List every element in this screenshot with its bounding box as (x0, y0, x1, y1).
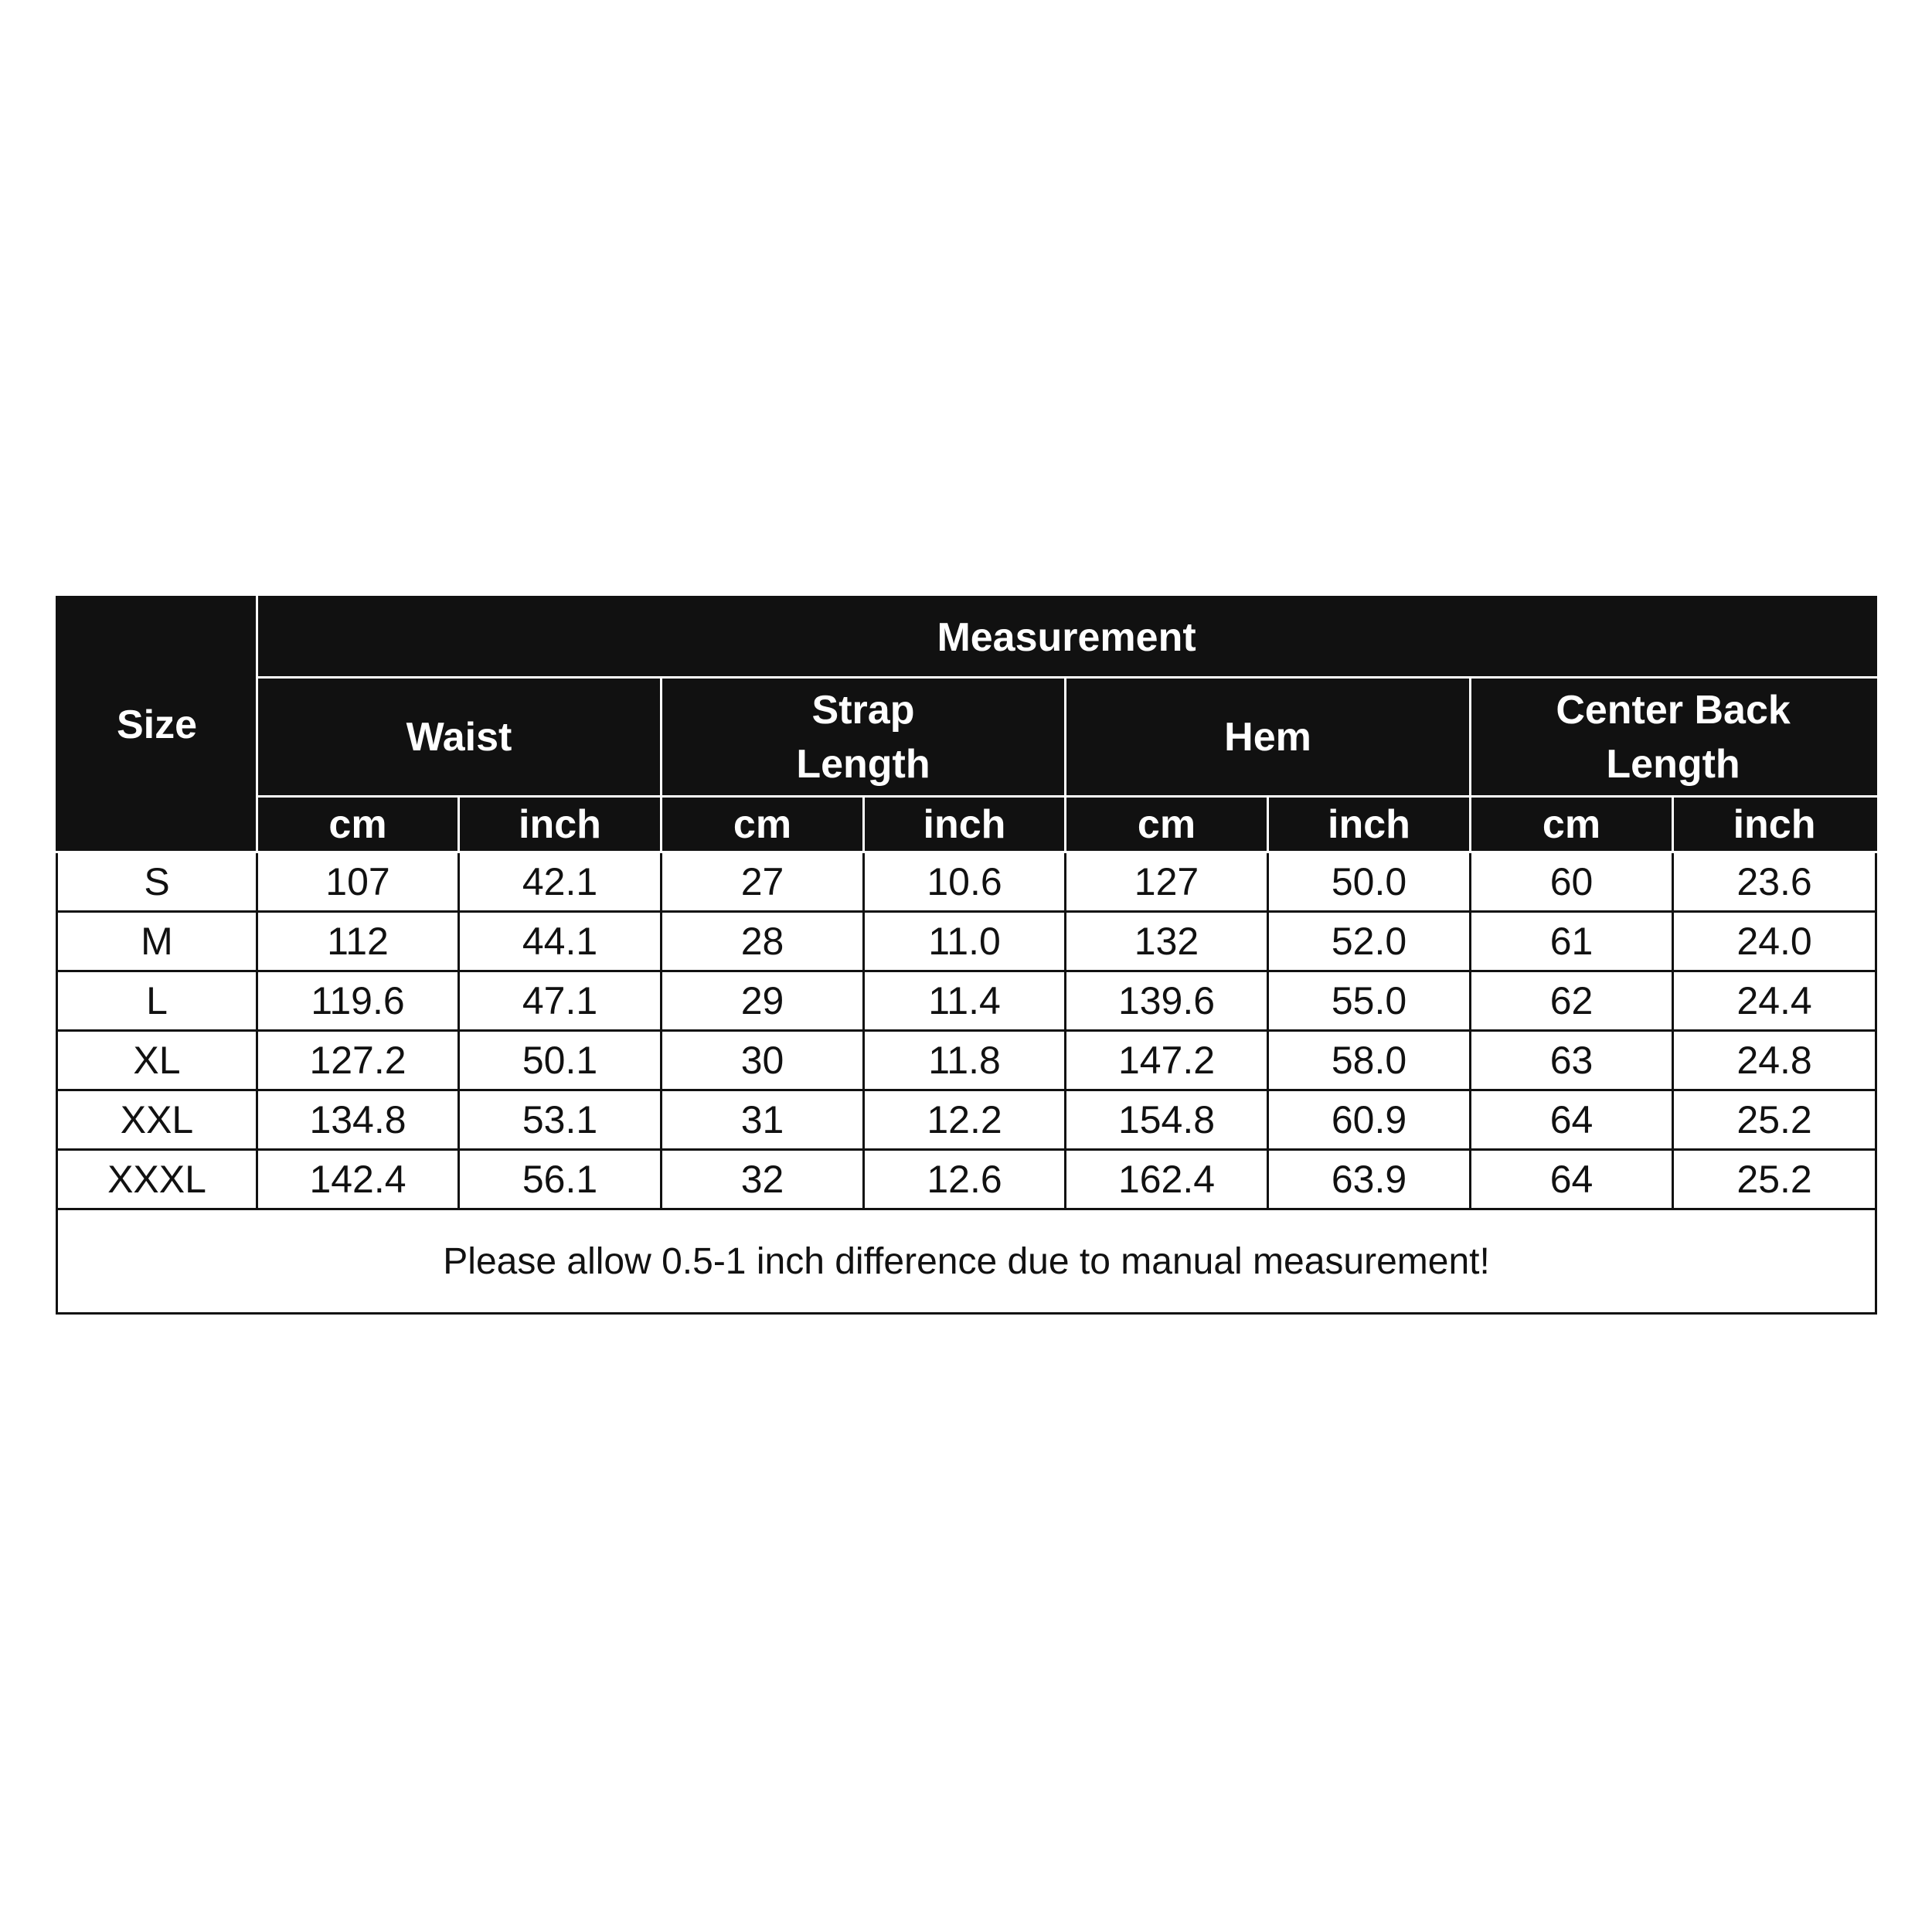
group-header-center-back-length (1471, 678, 1876, 797)
unit-header: cm (662, 797, 864, 852)
value-cell: 62 (1471, 971, 1673, 1031)
group-header-strap-length (662, 678, 1066, 797)
unit-header: cm (1066, 797, 1268, 852)
group-label-waist: Waist (406, 714, 512, 760)
value-cell: 107 (257, 852, 459, 912)
value-cell: 50.1 (459, 1031, 662, 1090)
value-cell: 61 (1471, 912, 1673, 971)
measurement-note: Please allow 0.5-1 inch difference due to manual measurement! (57, 1209, 1876, 1314)
value-cell: 134.8 (257, 1090, 459, 1150)
value-cell: 64 (1471, 1090, 1673, 1150)
value-cell: 53.1 (459, 1090, 662, 1150)
unit-header: cm (1471, 797, 1673, 852)
value-cell: 30 (662, 1031, 864, 1090)
value-cell: 25.2 (1673, 1090, 1876, 1150)
value-cell: 50.0 (1268, 852, 1471, 912)
value-cell: 12.6 (864, 1150, 1066, 1209)
value-cell: 24.0 (1673, 912, 1876, 971)
group-label-hem: Hem (1224, 714, 1311, 760)
table-row (57, 852, 1876, 912)
value-cell: 31 (662, 1090, 864, 1150)
size-cell: XXL (57, 1090, 257, 1150)
size-chart-table (56, 596, 1877, 1315)
value-cell: 10.6 (864, 852, 1066, 912)
value-cell: 64 (1471, 1150, 1673, 1209)
unit-header: cm (257, 797, 459, 852)
value-cell: 119.6 (257, 971, 459, 1031)
size-chart-body (57, 597, 1876, 1314)
value-cell: 112 (257, 912, 459, 971)
value-cell: 55.0 (1268, 971, 1471, 1031)
header-row-measurement (57, 597, 1876, 678)
value-cell: 25.2 (1673, 1150, 1876, 1209)
unit-header: inch (1268, 797, 1471, 852)
value-cell: 32 (662, 1150, 864, 1209)
value-cell: 60 (1471, 852, 1673, 912)
value-cell: 44.1 (459, 912, 662, 971)
value-cell: 23.6 (1673, 852, 1876, 912)
size-cell: XXXL (57, 1150, 257, 1209)
value-cell: 142.4 (257, 1150, 459, 1209)
value-cell: 132 (1066, 912, 1268, 971)
value-cell: 11.0 (864, 912, 1066, 971)
size-cell: M (57, 912, 257, 971)
table-row (57, 1031, 1876, 1090)
value-cell: 154.8 (1066, 1090, 1268, 1150)
measurement-header: Measurement (257, 597, 1876, 678)
value-cell: 28 (662, 912, 864, 971)
value-cell: 27 (662, 852, 864, 912)
note-row (57, 1209, 1876, 1314)
value-cell: 127.2 (257, 1031, 459, 1090)
value-cell: 11.4 (864, 971, 1066, 1031)
size-cell: S (57, 852, 257, 912)
value-cell: 52.0 (1268, 912, 1471, 971)
unit-header: inch (864, 797, 1066, 852)
value-cell: 139.6 (1066, 971, 1268, 1031)
table-row (57, 1090, 1876, 1150)
value-cell: 47.1 (459, 971, 662, 1031)
table-row (57, 912, 1876, 971)
unit-header: inch (459, 797, 662, 852)
group-label-strap-length: Strap Length (796, 687, 930, 787)
value-cell: 24.8 (1673, 1031, 1876, 1090)
value-cell: 127 (1066, 852, 1268, 912)
value-cell: 63 (1471, 1031, 1673, 1090)
header-row-groups (57, 678, 1876, 797)
value-cell: 11.8 (864, 1031, 1066, 1090)
value-cell: 56.1 (459, 1150, 662, 1209)
value-cell: 147.2 (1066, 1031, 1268, 1090)
group-header-waist (257, 678, 662, 797)
unit-header: inch (1673, 797, 1876, 852)
table-row (57, 971, 1876, 1031)
value-cell: 58.0 (1268, 1031, 1471, 1090)
table-row (57, 1150, 1876, 1209)
group-header-hem (1066, 678, 1471, 797)
header-row-units (57, 797, 1876, 852)
size-cell: L (57, 971, 257, 1031)
value-cell: 42.1 (459, 852, 662, 912)
group-label-center-back-length: Center Back Length (1556, 687, 1791, 787)
value-cell: 60.9 (1268, 1090, 1471, 1150)
value-cell: 162.4 (1066, 1150, 1268, 1209)
size-header: Size (57, 597, 257, 852)
value-cell: 12.2 (864, 1090, 1066, 1150)
value-cell: 24.4 (1673, 971, 1876, 1031)
value-cell: 63.9 (1268, 1150, 1471, 1209)
size-cell: XL (57, 1031, 257, 1090)
value-cell: 29 (662, 971, 864, 1031)
